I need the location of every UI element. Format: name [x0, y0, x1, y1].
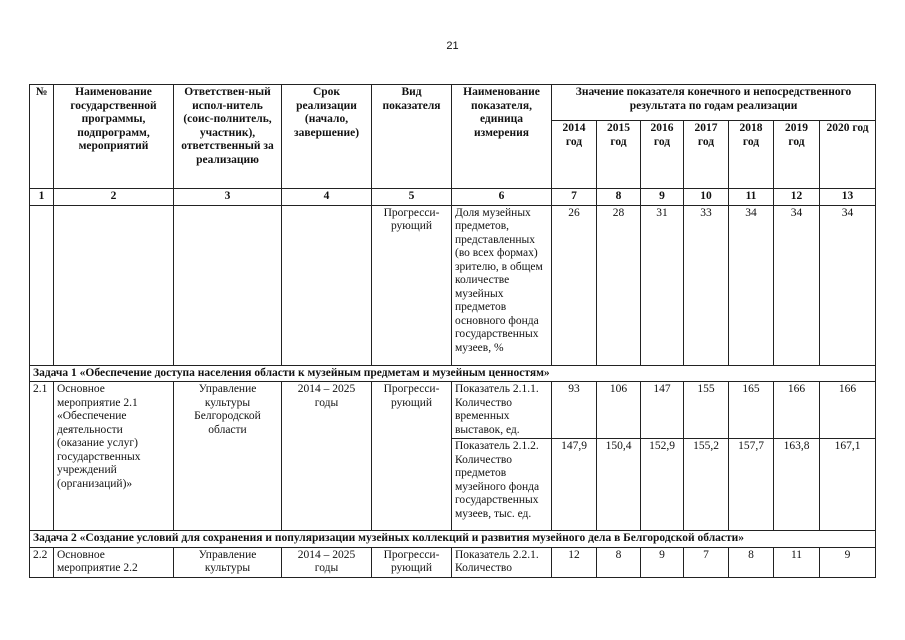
- task-row: [30, 365, 876, 382]
- indicator-value: 34: [729, 205, 774, 365]
- program-indicators-table: [29, 84, 876, 578]
- indicator-value: 8: [729, 547, 774, 577]
- header-years-group: Значение показателя конечного и непосредственного результата по годам реализации: [552, 85, 876, 121]
- indicator-value: 8: [597, 547, 641, 577]
- header-year: 2019 год: [774, 121, 820, 189]
- header-year: 2015 год: [597, 121, 641, 189]
- header-term: Срок реализации (начало, завершение): [282, 85, 372, 189]
- indicator-value: 152,9: [641, 439, 684, 531]
- header-program-name: Наименование государственной программы, подпрограмм, мероприятий: [54, 85, 174, 189]
- indicator-type: Прогресси-рующий: [372, 547, 452, 577]
- indicator-value: 155: [684, 382, 729, 439]
- row-number: 2.1: [30, 382, 54, 531]
- indicator-value: 157,7: [729, 439, 774, 531]
- indicator-value: 26: [552, 205, 597, 365]
- indicator-value: 7: [684, 547, 729, 577]
- task-2-heading: Задача 2 «Создание условий для сохранения и популяризации музейных коллекций и развития музейного дела в Белгородской области»: [30, 531, 876, 548]
- task-1-heading: Задача 1 «Обеспечение доступа населения области к музейным предметам и музейным ценностям»: [30, 365, 876, 382]
- column-number: 6: [452, 189, 552, 206]
- indicator-value: 167,1: [820, 439, 876, 531]
- indicator-value: 12: [552, 547, 597, 577]
- column-number: 2: [54, 189, 174, 206]
- column-number: 11: [729, 189, 774, 206]
- indicator-value: 9: [641, 547, 684, 577]
- activity-name: Основное мероприятие 2.1 «Обеспечение деятельности (оказание услуг) государственных учреждений (организаций)»: [54, 382, 174, 531]
- executor: Управление культуры: [174, 547, 282, 577]
- indicator-type: Прогресси-рующий: [372, 205, 452, 365]
- indicator-name: Показатель 2.2.1. Количество: [452, 547, 552, 577]
- indicator-value: 147,9: [552, 439, 597, 531]
- indicator-value: 28: [597, 205, 641, 365]
- indicator-value: 166: [820, 382, 876, 439]
- column-number: 10: [684, 189, 729, 206]
- column-number: 12: [774, 189, 820, 206]
- table-row: [30, 547, 876, 577]
- term: 2014 – 2025 годы: [282, 547, 372, 577]
- header-year: 2014 год: [552, 121, 597, 189]
- indicator-value: 165: [729, 382, 774, 439]
- table-row: [30, 205, 876, 365]
- indicator-name: Показатель 2.1.1. Количество временных выставок, ед.: [452, 382, 552, 439]
- column-number: 1: [30, 189, 54, 206]
- column-number: 8: [597, 189, 641, 206]
- header-year: 2016 год: [641, 121, 684, 189]
- indicator-name: Доля музейных предметов, представленных (во всех формах) зрителю, в общем количестве музейных предметов основного фонда государственных музеев, %: [452, 205, 552, 365]
- indicator-value: 163,8: [774, 439, 820, 531]
- page-number: 21: [446, 40, 459, 52]
- column-number: 5: [372, 189, 452, 206]
- indicator-value: 147: [641, 382, 684, 439]
- indicator-value: 33: [684, 205, 729, 365]
- header-year: 2020 год: [820, 121, 876, 189]
- indicator-value: 93: [552, 382, 597, 439]
- indicator-value: 150,4: [597, 439, 641, 531]
- column-number: 7: [552, 189, 597, 206]
- indicator-value: 11: [774, 547, 820, 577]
- header-indicator-name: Наименование показателя, единица измерения: [452, 85, 552, 189]
- column-number-row: [30, 189, 876, 206]
- indicator-value: 9: [820, 547, 876, 577]
- executor: Управление культуры Белгородской области: [174, 382, 282, 531]
- column-number: 9: [641, 189, 684, 206]
- row-number: 2.2: [30, 547, 54, 577]
- indicator-value: 106: [597, 382, 641, 439]
- column-number: 4: [282, 189, 372, 206]
- table-row: [30, 382, 876, 439]
- header-indicator-type: Вид показателя: [372, 85, 452, 189]
- indicator-value: 31: [641, 205, 684, 365]
- indicator-value: 166: [774, 382, 820, 439]
- header-executor: Ответствен-ный испол-нитель (соис-полнитель, участник), ответственный за реализацию: [174, 85, 282, 189]
- indicator-name: Показатель 2.1.2. Количество предметов музейного фонда государственных музеев, тыс. ед.: [452, 439, 552, 531]
- indicator-value: 34: [774, 205, 820, 365]
- activity-name: Основное мероприятие 2.2: [54, 547, 174, 577]
- indicator-value: 155,2: [684, 439, 729, 531]
- term: 2014 – 2025 годы: [282, 382, 372, 531]
- header-year: 2018 год: [729, 121, 774, 189]
- header-number: №: [30, 85, 54, 189]
- header-row-1: [30, 85, 876, 121]
- column-number: 13: [820, 189, 876, 206]
- header-year: 2017 год: [684, 121, 729, 189]
- column-number: 3: [174, 189, 282, 206]
- task-row: [30, 531, 876, 548]
- indicator-type: Прогресси-рующий: [372, 382, 452, 531]
- indicator-value: 34: [820, 205, 876, 365]
